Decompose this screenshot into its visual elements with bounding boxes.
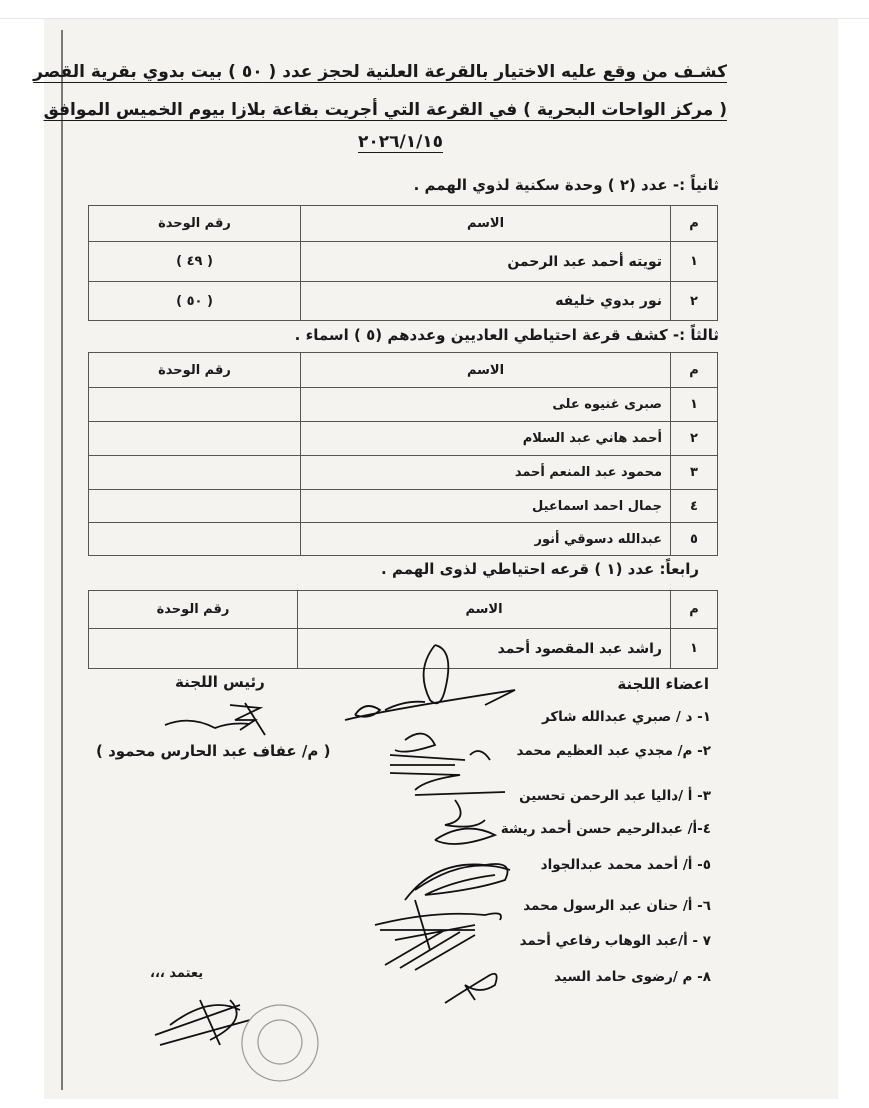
table-row [89, 456, 718, 490]
section4-heading: رابعاً: عدد (١ ) قرعه احتياطي لذوى الهمم . [381, 560, 699, 578]
section3-table [88, 352, 718, 556]
committee-member: ١- د / صبري عبدالله شاكر [541, 709, 711, 725]
row-no: ٤ [671, 490, 718, 523]
col-unit: رقم الوحدة [89, 591, 298, 629]
section3-heading: ثالثاً :- كشف قرعة احتياطي العاديين وعددهم (٥ ) اسماء . [294, 326, 719, 344]
committee-member: ٨- م /رضوى حامد السيد [554, 969, 711, 985]
approval-text: يعتمد ،،، [150, 966, 204, 981]
official-stamp [235, 1000, 325, 1080]
committee-members-title: اعضاء اللجنة [617, 675, 709, 693]
col-no: م [671, 591, 718, 629]
row-name: جمال احمد اسماعيل [301, 490, 671, 523]
committee-member: ٤-أ/ عبدالرحيم حسن أحمد ريشة [500, 821, 711, 837]
row-no: ٢ [671, 422, 718, 456]
committee-member: ٢- م/ مجدي عبد العظيم محمد [516, 743, 711, 759]
section2-heading: ثانياً :- عدد (٢ ) وحدة سكنية لذوي الهمم . [413, 176, 719, 194]
row-no: ٥ [671, 523, 718, 556]
signature-member-6 [375, 890, 525, 970]
table-header-row [89, 353, 718, 388]
table-row [89, 490, 718, 523]
row-name: تويته أحمد عبد الرحمن [301, 242, 671, 282]
col-no: م [671, 206, 718, 242]
row-unit [89, 629, 298, 669]
col-name: الاسم [301, 206, 671, 242]
section2-table [88, 205, 718, 321]
committee-member: ٥- أ/ أحمد محمد عبدالجواد [540, 857, 711, 873]
row-unit: ( ٤٩ ) [89, 242, 301, 282]
table-header-row [89, 591, 718, 629]
col-unit: رقم الوحدة [89, 353, 301, 388]
document-date: ٢٠٢٦/١/١٥ [358, 132, 444, 152]
col-unit: رقم الوحدة [89, 206, 301, 242]
committee-member: ٧ - أ/عبد الوهاب رفاعي أحمد [519, 933, 711, 949]
row-unit [89, 456, 301, 490]
col-name: الاسم [301, 353, 671, 388]
col-name: الاسم [298, 591, 671, 629]
top-bar [0, 0, 869, 19]
table-row [89, 422, 718, 456]
row-no: ١ [671, 242, 718, 282]
title-line-2: ( مركز الواحات البحرية ) في القرعة التي أجريت بقاعة بلازا بيوم الخميس الموافق [43, 100, 727, 120]
table-header-row [89, 206, 718, 242]
table-row [89, 242, 718, 282]
table-row [89, 282, 718, 321]
page-margin-line [61, 30, 63, 1090]
col-no: م [671, 353, 718, 388]
signature-member-1 [345, 630, 535, 720]
table-row [89, 388, 718, 422]
row-unit: ( ٥٠ ) [89, 282, 301, 321]
row-name: صبرى غنيوه على [301, 388, 671, 422]
row-no: ١ [671, 388, 718, 422]
row-no: ٣ [671, 456, 718, 490]
row-name: محمود عبد المنعم أحمد [301, 456, 671, 490]
committee-chair-title: رئيس اللجنة [175, 673, 265, 691]
row-no: ١ [671, 629, 718, 669]
signature-chair [160, 700, 280, 750]
committee-member: ٦- أ/ حنان عبد الرسول محمد [523, 898, 711, 914]
row-unit [89, 523, 301, 556]
row-unit [89, 490, 301, 523]
row-unit [89, 388, 301, 422]
row-name: عبدالله دسوقي أنور [301, 523, 671, 556]
row-name: راشد عبد المقصود أحمد [298, 629, 671, 669]
signature-member-8 [445, 965, 505, 1005]
title-line-1: كشـف من وقع عليه الاختيار بالقرعة العلنية لحجز عدد ( ٥٠ ) بيت بدوي بقرية القصر [33, 62, 727, 82]
row-no: ٢ [671, 282, 718, 321]
committee-chair-name: ( م/ عفاف عبد الحارس محمود ) [96, 742, 331, 760]
row-unit [89, 422, 301, 456]
committee-member: ٣- أ /داليا عبد الرحمن تحسين [519, 788, 711, 804]
signature-member-3 [415, 780, 515, 850]
table-row [89, 523, 718, 556]
row-name: أحمد هاني عبد السلام [301, 422, 671, 456]
row-name: نور بدوي خليفه [301, 282, 671, 321]
